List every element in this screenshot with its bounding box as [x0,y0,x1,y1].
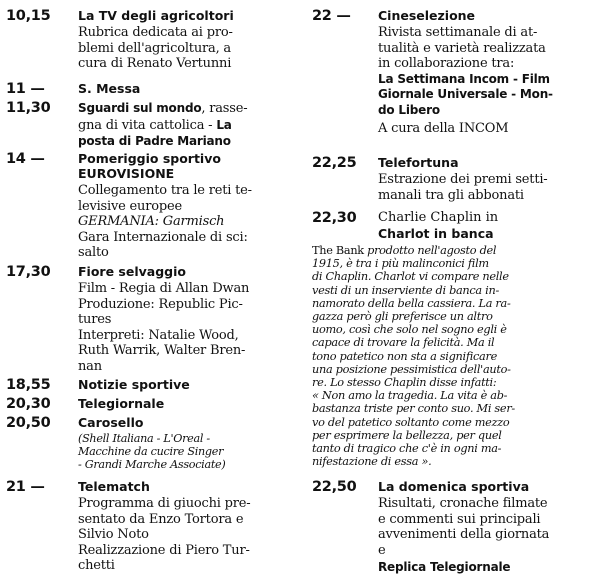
program-time: 11 — [6,81,45,97]
program-time: 17,30 [6,264,51,280]
program-entry [312,478,598,576]
program-line: - Grandi Marche Associate) [78,458,226,471]
program-line: Silvio Noto [78,527,149,542]
program-line: posta di Padre Mariano [78,133,231,148]
program-entry [6,376,302,394]
program-time: 22,25 [312,155,357,171]
program-line: manali tra gli abbonati [378,187,524,203]
program-time: 10,15 [6,8,51,24]
program-line: Estrazione dei premi setti- [378,172,548,187]
program-line: Giornale Universale - Mon- [378,87,553,101]
program-line: Programma di giuochi pre- [78,496,251,511]
note-line: 1915, è tra i più malinconici film [312,257,489,271]
note-line: re. Lo stesso Chaplin disse infatti: [312,376,497,390]
program-entry [6,99,302,149]
program-entry [6,395,302,413]
note-line: vesti di un inserviente di banca in- [312,283,499,297]
program-line: Gara Internazionale di sci: [78,229,248,245]
program-line: tualità e varietà realizzata [378,40,546,56]
note-line: nifestazione di essa ». [312,455,432,469]
program-time: 14 — [6,151,45,167]
program-title: La domenica sportiva [378,479,530,494]
note-line: uomo, così che solo nel sogno egli è [312,323,507,337]
program-time: 20,50 [6,415,51,431]
program-title: Charlie Chaplin in [378,210,499,225]
program-line: Realizzazione di Piero Tur- [78,542,250,558]
program-title: Pomeriggio sportivo [78,151,221,166]
program-entry [6,150,302,261]
program-subtitle: EUROVISIONE [78,166,175,181]
note-line: tono patetico non sta a significare [312,349,497,363]
program-line: chetti [78,558,115,573]
program-line: tures [78,312,112,327]
program-line: Film - Regia di Allan Dwan [78,281,250,296]
note-line: prodotto nell'agosto del [363,244,497,257]
program-line: nan [78,358,102,374]
program-title: Telefortuna [378,155,459,170]
program-entry [312,209,598,243]
note-line: bastanza triste per conto suo. Mi ser- [312,402,515,416]
program-title: Fiore selvaggio [78,264,186,279]
film-note [312,244,596,468]
program-line: avvenimenti della giornata [378,527,550,542]
program-entry [312,7,598,137]
program-time: 22,30 [312,210,357,226]
program-time: 18,55 [6,377,51,393]
program-title: La TV degli agricoltori [78,8,234,23]
program-line: levisive europee [78,198,182,214]
note-line: vo del patetico soltanto come mezzo [312,415,510,429]
program-time: 11,30 [6,100,51,116]
program-line: gna di vita cattolica - [78,118,217,133]
program-line: Macchine da cucire Singer [78,445,224,458]
program-line: Collegamento tra le reti te- [78,183,252,198]
program-title: S. Messa [78,81,141,96]
program-entry [6,263,302,374]
program-line: Risultati, cronache filmate [378,496,548,511]
program-time: 22,50 [312,479,357,495]
note-line: namorato della bella cassiera. La ra- [312,296,511,310]
note-line: gazza però gli preferisce un altro [312,310,493,324]
program-line: Ruth Warrik, Walter Bren- [78,343,246,358]
program-entry [6,414,302,471]
program-line: GERMANIA: Garmisch [78,214,225,229]
program-title: Notizie sportive [78,377,190,392]
program-line: e [378,542,386,558]
note-line: una posizione pessimistica dell'auto- [312,362,511,376]
program-entry [6,80,302,98]
program-line: (Shell Italiana - L'Oreal - [78,432,210,445]
program-entry [6,478,302,574]
program-line: La Settimana Incom - Film [378,71,550,86]
program-title-rest: , rasse- [201,101,248,116]
program-title: Telematch [78,479,150,494]
program-subtitle: Charlot in banca [378,226,494,241]
program-line: Rubrica dedicata ai pro- [78,25,233,40]
program-time: 21 — [6,479,45,495]
program-time: 22 — [312,8,351,24]
program-line: Rivista settimanale di at- [378,25,538,40]
program-line: in collaborazione tra: [378,56,515,71]
program-time: 20,30 [6,396,51,412]
program-line: Produzione: Republic Pic- [78,296,243,312]
program-line: blemi dell'agricoltura, a [78,40,231,56]
program-title: Cineselezione [378,8,476,23]
note-line: capace di trovare la felicità. Ma il [312,336,495,350]
program-line: Interpreti: Natalie Wood, [78,327,239,343]
program-line-bold: La [216,118,232,132]
note-film-title: The Bank [312,244,364,257]
program-title: Carosello [78,415,144,430]
program-line: A cura della INCOM [378,121,509,136]
note-line: « Non amo la tragedia. La vita è ab- [312,389,508,403]
program-line: Replica Telegiornale [378,560,511,574]
note-line: tanto di tragico che c'è in ogni ma- [312,442,502,456]
program-title: Telegiornale [78,396,165,411]
program-line: sentato da Enzo Tortora e [78,511,244,527]
program-line: cura di Renato Vertunni [78,56,232,71]
program-line: do Libero [378,102,440,117]
note-line: per esprimere la bellezza, per quel [312,428,502,442]
program-line: salto [78,245,109,260]
note-line: di Chaplin. Charlot vi compare nelle [312,270,509,284]
program-line: e commenti sui principali [378,511,541,527]
program-entry [6,7,302,72]
program-entry [312,154,598,203]
program-title: Sguardi sul mondo [78,101,202,115]
